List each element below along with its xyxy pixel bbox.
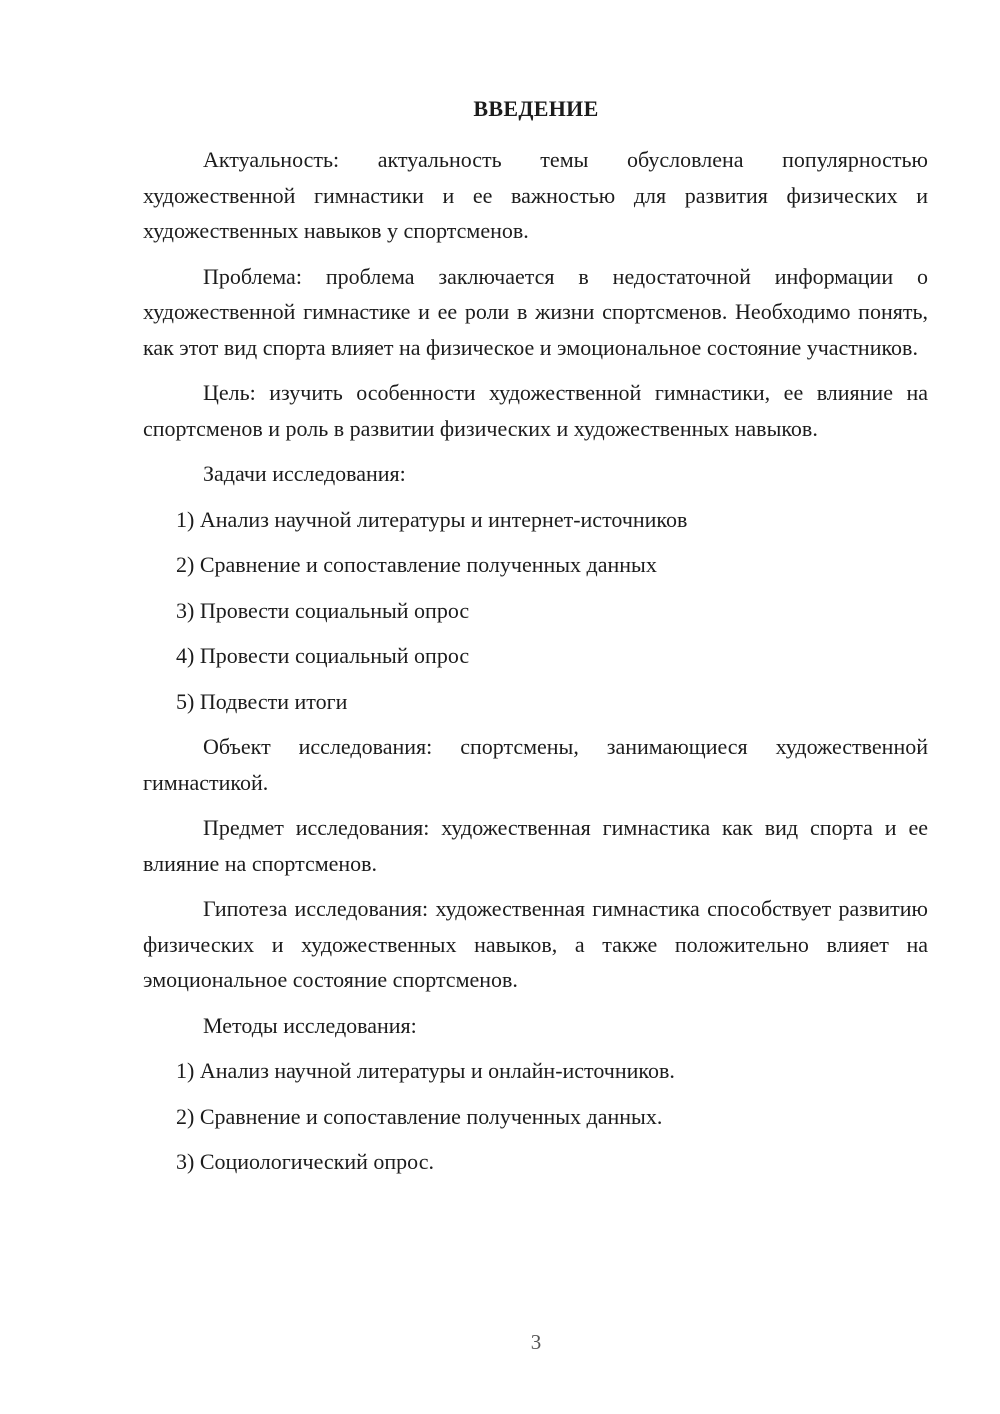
tasks-list <box>143 502 928 720</box>
list-item: 5) Подвести итоги <box>176 688 348 714</box>
object-paragraph: Объект исследования: спортсмены, занимающиеся художественной гимнастикой. <box>143 734 928 795</box>
list-item: 1) Анализ научной литературы и онлайн-источников. <box>176 1058 675 1083</box>
page-number: 3 <box>530 1330 542 1354</box>
list-item: 3) Провести социальный опрос <box>176 597 470 623</box>
list-item: 1) Анализ научной литературы и интернет-источников <box>176 506 688 532</box>
page-content <box>143 142 928 1190</box>
subject-paragraph: Предмет исследования: художественная гимнастика как вид спорта и ее влияние на спортсменов. <box>143 815 928 876</box>
methods-list <box>143 1053 928 1180</box>
list-item: 2) Сравнение и сопоставление полученных данных <box>176 552 657 577</box>
tasks-heading: Задачи исследования: <box>203 461 406 486</box>
methods-heading: Методы исследования: <box>203 1012 417 1038</box>
list-item: 3) Социологический опрос. <box>176 1149 434 1174</box>
relevance-paragraph: Актуальность: актуальность темы обусловлена популярностью художественной гимнастики и ее важностью для развития физических и художественных навыков у спортсменов. <box>143 147 928 243</box>
goal-paragraph: Цель: изучить особенности художественной гимнастики, ее влияние на спортсменов и роль в развитии физических и художественных навыков. <box>143 380 928 441</box>
hypothesis-paragraph: Гипотеза исследования: художественная гимнастика способствует развитию физических и художественных навыков, а также положительно влияет на эмоциональное состояние спортсменов. <box>143 896 928 992</box>
list-item: 4) Провести социальный опрос <box>176 643 470 668</box>
list-item: 2) Сравнение и сопоставление полученных данных. <box>176 1103 663 1129</box>
problem-paragraph: Проблема: проблема заключается в недостаточной информации о художественной гимнастике и ее роли в жизни спортсменов. Необходимо понять, как этот вид спорта влияет на физическое и эмоциональное состояние участников. <box>143 263 928 360</box>
section-title: ВВЕДЕНИЕ <box>473 96 599 121</box>
